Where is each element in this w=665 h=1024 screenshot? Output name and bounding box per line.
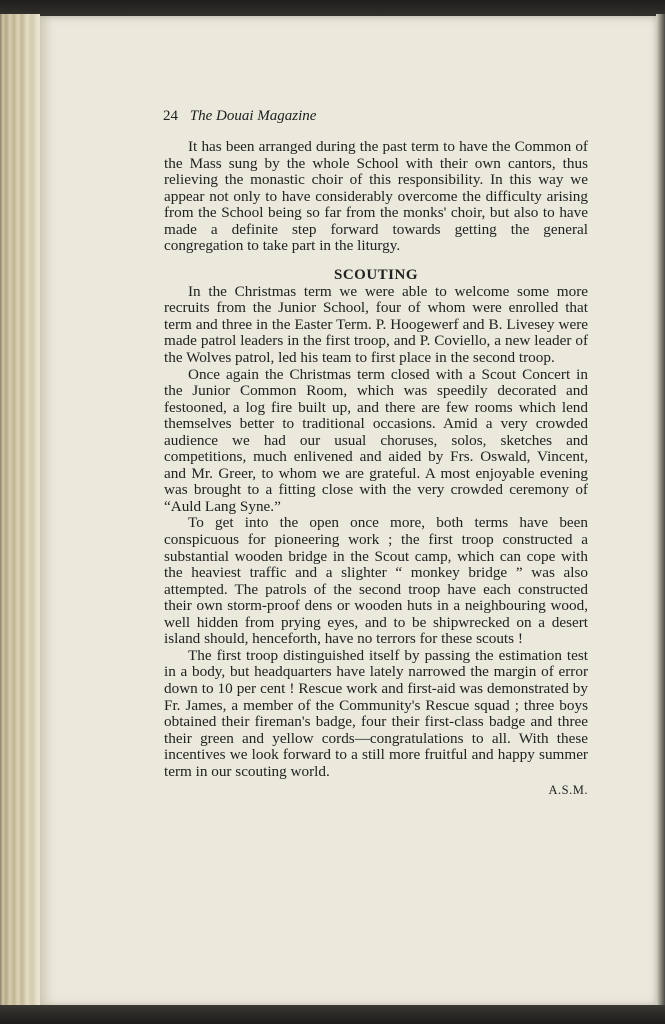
scouting-paragraph: The first troop distinguished itself by passing the estimation test in a body, but headquarters have lately narrowed the margin of error down to 10 per cent ! Rescue work and first-aid was demonstrated by Fr. James, a member of the Community's Rescue squad ; three boys obtained their fireman's badge, four their first-class badge and three their green and yellow cords—congratulations to all. With these incentives we look forward to a still more fruitful and happy summer term in our scouting world. <box>164 646 588 780</box>
scouting-paragraph: In the Christmas term we were able to welcome some more recruits from the Junior School, four of whom were enrolled that term and three in the Easter Term. P. Hoogewerf and B. Livesey were made patrol leaders in the first troop, and P. Coviello, a new leader of the Wolves patrol, led his team to first place in the second troop. <box>164 282 588 367</box>
author-signature: A.S.M. <box>548 783 588 798</box>
scan-bottom-band <box>0 1005 665 1024</box>
scouting-paragraph: Once again the Christmas term closed with a Scout Concert in the Junior Common Room, which was speedily decorated and festooned, a log fire built up, and there are few rooms which lend themselves better to traditional occasions. Amid a very crowded audience we had our usual choruses, solos, sketches and competitions, much enlivened and aided by Frs. Oswald, Vincent, and Mr. Greer, to whom we are grateful. A most enjoyable evening was brought to a fitting close with the very crowded ceremony of “Auld Lang Syne.” <box>164 365 588 515</box>
magazine-title: The Douai Magazine <box>189 108 317 124</box>
book-right-edge <box>656 14 665 1009</box>
book-page-edges <box>0 14 40 1009</box>
section-heading: SCOUTING <box>333 266 419 283</box>
running-head <box>163 108 316 125</box>
intro-paragraph: It has been arranged during the past term to have the Common of the Mass sung by the whole School with their own cantors, thus relieving the monastic choir of this responsibility. In this way we appear not only to have considerably overcome the difficulty arising from the School being so far from the monks' choir, but also to have made a definite step forward towards getting the general congregation to take part in the liturgy. <box>164 138 588 255</box>
article-body <box>164 139 588 799</box>
page-number: 24 <box>163 108 178 124</box>
scouting-paragraph: To get into the open once more, both terms have been conspicuous for pioneering work ; the first troop constructed a substantial wooden bridge in the Scout camp, which can cope with the heaviest traffic and a slighter “ monkey bridge ” was also attempted. The patrols of the second troop have each constructed their own storm-proof dens or wooden huts in a neighbouring wood, well hidden from prying eyes, and to be shipwrecked on a desert island should, henceforth, have no terrors for these scouts ! <box>164 514 588 648</box>
